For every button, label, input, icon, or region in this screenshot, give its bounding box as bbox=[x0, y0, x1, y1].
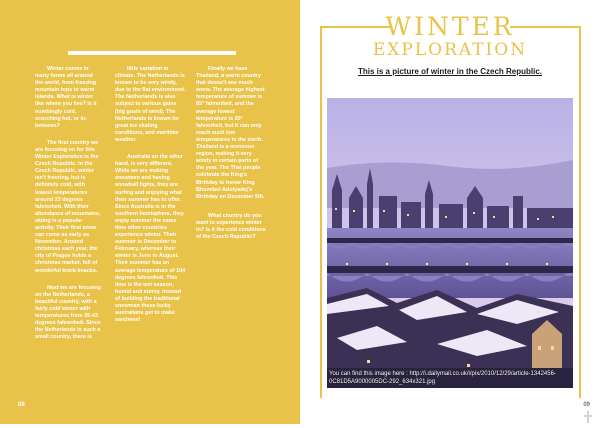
book-icon bbox=[584, 410, 592, 422]
paragraph: What country do you want to experience winter in? Is it the cold conditions of the Czech Republic? bbox=[196, 212, 266, 241]
page-number-right: 09 bbox=[583, 402, 590, 408]
text-column-2 bbox=[115, 66, 187, 334]
paragraph: Winter comes in many forms all around the world, from freezing mountain tops to warm islands. What is winter like where you live? Is it numbingly cold, scorching hot, or in-between? bbox=[35, 66, 97, 129]
page-title: WINTER bbox=[385, 12, 515, 41]
left-page bbox=[0, 0, 300, 424]
frame-border-left bbox=[320, 26, 322, 398]
divider-rule bbox=[68, 51, 236, 55]
frame-border-right bbox=[579, 26, 581, 398]
paragraph: Australia on the other hand, is very different. While we are making snowmen and having snowball fights, they are surfing and enjoying what their summer has to offer. Since Australia is in the southern hemisphere, they enjoy summer the same time other countries experience winter. Their summer is December to February, whereas their winter is June to August. Their summer has an average temperature of 104 degrees fahrenheit. This time is the wet season, humid and sunny. Instead of building the traditional snowman these lucky australians get to make sandmen! bbox=[115, 154, 186, 324]
paragraph: little variation in climate. The Netherlands is known to be very windy, due to the flat environment. The Netherlands is also subject to various gales (big gusts of wind). The Netherlands is known for great ice skating conditions, and maritime weather. bbox=[115, 66, 186, 143]
right-page bbox=[300, 0, 600, 424]
photo-credit: You can find this image here : http://i.dailymail.co.uk/i/pix/2010/12/29/article-1342456-0C81D5A9000005DC-292_634x321.jpg bbox=[329, 371, 556, 385]
text-column-3 bbox=[196, 66, 266, 253]
paragraph: Finally we have Thailand, a warm country that doesn't see much snow. The average highest temperature of summer is 85° fahrenheit, and the average lowest temperature is 20° fahrenheit, but it can only reach such low temperatures in the north. Thailand is a monsoon region, making it very windy in certain parts of the year. The Thai people celebrate the King's Birthday to honor King Bhumibol Adulyadej's Birthday on December 5th. bbox=[196, 66, 265, 200]
photo-caption: This is a picture of winter in the Czech Republic. bbox=[357, 67, 543, 76]
paragraph: The first country we are focusing on for this Winter Exploration is the Czech Republic. In the Czech Republic, winter isn't freezing, but is definitely cold, with lowest temperatures around 23 degrees fahrenheit. With their abundance of mountains, skiing is a popular activity. Their first snow can come as early as November. Around christmas each year, the city of Prague holds a christmas market, full of wonderful knick knacks. bbox=[35, 139, 101, 274]
page-number-left: 08 bbox=[18, 402, 25, 408]
page-subtitle: EXPLORATION bbox=[372, 40, 528, 60]
prague-winter-photo bbox=[327, 98, 573, 388]
text-column-1 bbox=[35, 66, 102, 351]
paragraph: Next we are focusing on the Netherlands, a beautiful country, with a fairly cold winter with temperatures from 35-43 degrees fahrenheit. Since the Netherlands is such a small country, there is bbox=[35, 284, 101, 341]
